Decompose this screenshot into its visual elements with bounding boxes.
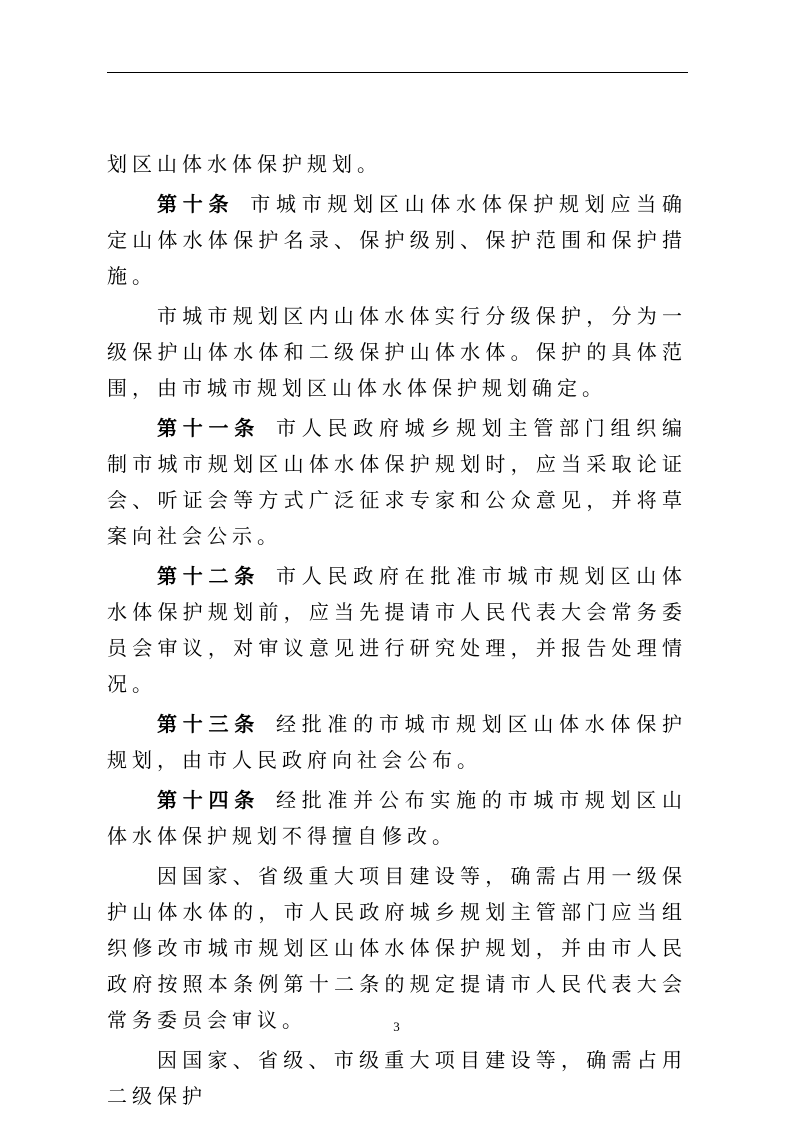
paragraph-text: 经批准并公布实施的市城市规划区山体水体保护规划不得擅自修改。	[107, 788, 688, 848]
paragraph-text: 因国家、省级重大项目建设等，确需占用一级保护山体水体的，市人民政府城乡规划主管部门应当组织修改市城市规划区山体水体保护规划，并由市人民政府按照本条例第十二条的规定提请市人民代表大会常务委员会审议。	[107, 864, 687, 1032]
paragraph	[107, 782, 687, 854]
paragraph	[107, 1042, 687, 1114]
article-heading: 第十三条	[157, 712, 260, 736]
paragraph-text: 市人民政府在批准市城市规划区山体水体保护规划前，应当先提请市人民代表大会常务委员会审议，对审议意见进行研究处理，并报告处理情况。	[107, 564, 688, 696]
paragraph	[107, 558, 687, 702]
article-heading: 第十一条	[157, 416, 260, 440]
paragraph-text: 市城市规划区内山体水体实行分级保护，分为一级保护山体水体和二级保护山体水体。保护的具体范围，由市城市规划区山体水体保护规划确定。	[107, 304, 687, 400]
paragraph	[107, 706, 687, 778]
paragraph	[107, 410, 687, 554]
page-number: 3	[393, 1019, 400, 1034]
paragraph-text: 市人民政府城乡规划主管部门组织编制市城市规划区山体水体保护规划时，应当采取论证会、听证会等方式广泛征求专家和公众意见，并将草案向社会公示。	[107, 416, 688, 548]
article-heading: 第十二条	[157, 564, 260, 588]
header-rule	[107, 72, 688, 73]
paragraph-text: 市城市规划区山体水体保护规划应当确定山体水体保护名录、保护级别、保护范围和保护措施。	[107, 192, 688, 288]
article-heading: 第十条	[157, 192, 235, 216]
document-body	[107, 146, 687, 1114]
paragraph-text: 经批准的市城市规划区山体水体保护规划，由市人民政府向社会公布。	[107, 712, 688, 772]
paragraph	[107, 186, 687, 294]
paragraph	[107, 146, 687, 182]
paragraph	[107, 858, 687, 1038]
paragraph-text: 因国家、省级、市级重大项目建设等，确需占用二级保护	[107, 1048, 687, 1108]
paragraph	[107, 298, 687, 406]
article-heading: 第十四条	[157, 788, 260, 812]
paragraph-text: 划区山体水体保护规划。	[107, 152, 382, 176]
